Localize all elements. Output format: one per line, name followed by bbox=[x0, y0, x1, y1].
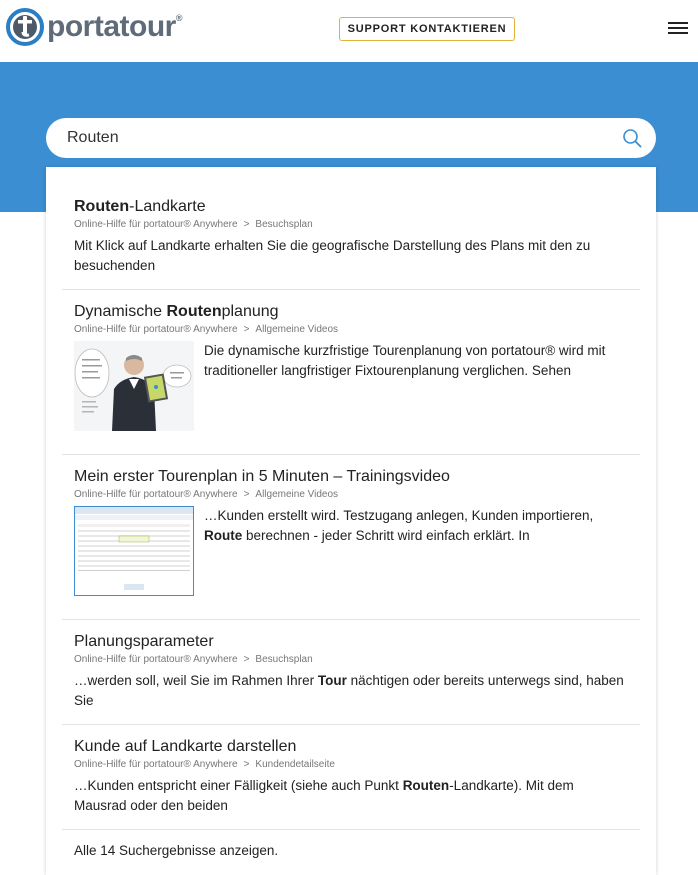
search-result-item[interactable] bbox=[74, 467, 626, 596]
result-snippet: Mit Klick auf Landkarte erhalten Sie die geografische Darstellung des Plans mit den zu besuchenden bbox=[74, 238, 591, 273]
result-divider bbox=[62, 724, 640, 725]
result-breadcrumb: Online-Hilfe für portatour® Anywhere > Allgemeine Videos bbox=[74, 324, 339, 335]
show-all-results-link[interactable]: Alle 14 Suchergebnisse anzeigen. bbox=[74, 843, 279, 858]
search-result-item[interactable] bbox=[74, 197, 626, 276]
search-result-item[interactable] bbox=[74, 632, 626, 711]
video-thumbnail[interactable] bbox=[74, 506, 194, 596]
result-snippet: …Kunden erstellt wird. Testzugang anlegen, Kunden importieren, Route berechnen - jeder Schritt wird einfach erklärt. In bbox=[204, 508, 594, 543]
result-breadcrumb: Online-Hilfe für portatour® Anywhere > Kundendetailseite bbox=[74, 759, 335, 770]
hamburger-menu-icon[interactable] bbox=[668, 22, 688, 38]
top-header bbox=[0, 0, 698, 62]
result-breadcrumb: Online-Hilfe für portatour® Anywhere > Besuchsplan bbox=[74, 219, 313, 230]
result-snippet: …Kunden entspricht einer Fälligkeit (siehe auch Punkt Routen-Landkarte). Mit dem Mausrad oder den beiden bbox=[74, 778, 574, 813]
result-title[interactable]: Kunde auf Landkarte darstellen bbox=[74, 738, 297, 755]
result-divider bbox=[62, 829, 640, 830]
result-title[interactable]: Routen-Landkarte bbox=[74, 198, 206, 215]
support-contact-button[interactable]: SUPPORT KONTAKTIEREN bbox=[339, 17, 515, 41]
video-thumbnail[interactable] bbox=[74, 341, 194, 431]
spreadsheet-thumbnail-image bbox=[74, 506, 194, 596]
portatour-logo[interactable] bbox=[5, 7, 182, 47]
search-input-value[interactable]: Routen bbox=[67, 129, 119, 146]
logo-text: portatour® bbox=[47, 10, 182, 43]
result-snippet: Die dynamische kurzfristige Tourenplanung von portatour® wird mit traditioneller langfristiger Fixtourenplanung verglichen. Sehen bbox=[204, 343, 606, 378]
result-divider bbox=[62, 289, 640, 290]
result-divider bbox=[62, 454, 640, 455]
result-breadcrumb: Online-Hilfe für portatour® Anywhere > Allgemeine Videos bbox=[74, 489, 339, 500]
logo-mark-icon bbox=[5, 7, 45, 47]
result-title[interactable]: Planungsparameter bbox=[74, 633, 214, 650]
search-input[interactable] bbox=[46, 118, 656, 158]
result-title[interactable]: Dynamische Routenplanung bbox=[74, 303, 279, 320]
presenter-thumbnail-image bbox=[74, 341, 194, 431]
result-breadcrumb: Online-Hilfe für portatour® Anywhere > Besuchsplan bbox=[74, 654, 313, 665]
result-title[interactable]: Mein erster Tourenplan in 5 Minuten – Trainingsvideo bbox=[74, 468, 450, 485]
search-results-dropdown bbox=[46, 167, 656, 875]
search-result-item[interactable] bbox=[74, 302, 626, 431]
search-result-item[interactable] bbox=[74, 737, 626, 816]
result-snippet: …werden soll, weil Sie im Rahmen Ihrer Tour nächtigen oder bereits unterwegs sind, haben Sie bbox=[74, 673, 624, 708]
result-divider bbox=[62, 619, 640, 620]
search-icon[interactable] bbox=[622, 128, 642, 148]
